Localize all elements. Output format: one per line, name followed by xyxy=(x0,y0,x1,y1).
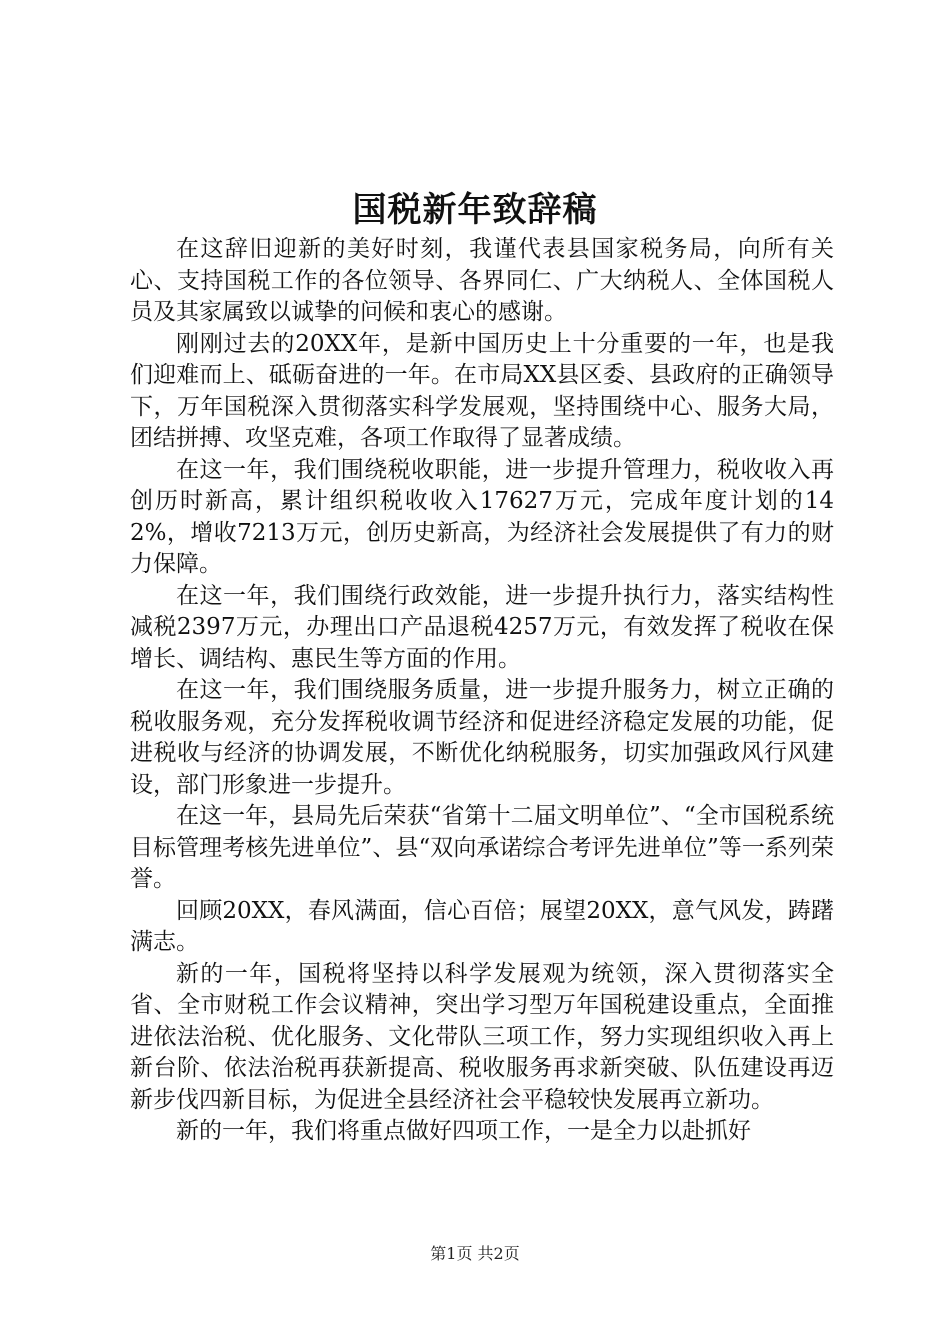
paragraph: 刚刚过去的20XX年，是新中国历史上十分重要的一年，也是我们迎难而上、砥砺奋进的一年。在市局XX县区委、县政府的正确领导下，万年国税深入贯彻落实科学发展观，坚持围绕中心、服务大局，团结拼搏、攻坚克难，各项工作取得了显著成绩。 xyxy=(130,330,834,451)
page-number-footer: 第1页 共2页 xyxy=(430,1244,520,1263)
paragraph: 在这一年，我们围绕服务质量，进一步提升服务力，树立正确的税收服务观，充分发挥税收调节经济和促进经济稳定发展的功能，促进税收与经济的协调发展，不断优化纳税服务，切实加强政风行风建设，部门形象进一步提升。 xyxy=(130,677,834,798)
paragraph: 在这辞旧迎新的美好时刻，我谨代表县国家税务局，向所有关心、支持国税工作的各位领导、各界同仁、广大纳税人、全体国税人员及其家属致以诚挚的问候和衷心的感谢。 xyxy=(130,236,834,325)
paragraph: 在这一年，我们围绕行政效能，进一步提升执行力，落实结构性减税2397万元，办理出口产品退税4257万元，有效发挥了税收在保增长、调结构、惠民生等方面的作用。 xyxy=(130,582,834,672)
paragraph: 在这一年，我们围绕税收职能，进一步提升管理力，税收收入再创历时新高，累计组织税收收入17627万元，完成年度计划的142%，增收7213万元，创历史新高，为经济社会发展提供了有力的财力保障。 xyxy=(130,456,834,577)
paragraph: 新的一年，我们将重点做好四项工作，一是全力以赴抓好 xyxy=(176,1118,751,1144)
paragraph: 在这一年，县局先后荣获“省第十二届文明单位”、“全市国税系统目标管理考核先进单位”、县“双向承诺综合考评先进单位”等一系列荣誉。 xyxy=(130,803,834,892)
paragraph: 回顾20XX，春风满面，信心百倍；展望20XX，意气风发，踌躇满志。 xyxy=(130,897,834,955)
paragraph: 新的一年，国税将坚持以科学发展观为统领，深入贯彻落实全省、全市财税工作会议精神，突出学习型万年国税建设重点，全面推进依法治税、优化服务、文化带队三项工作，努力实现组织收入再上新台阶、依法治税再获新提高、税收服务再求新突破、队伍建设再迈新步伐四新目标，为促进全县经济社会平稳较快发展再立新功。 xyxy=(130,960,834,1113)
document-body xyxy=(130,234,834,1148)
document-title: 国税新年致辞稿 xyxy=(352,190,598,230)
